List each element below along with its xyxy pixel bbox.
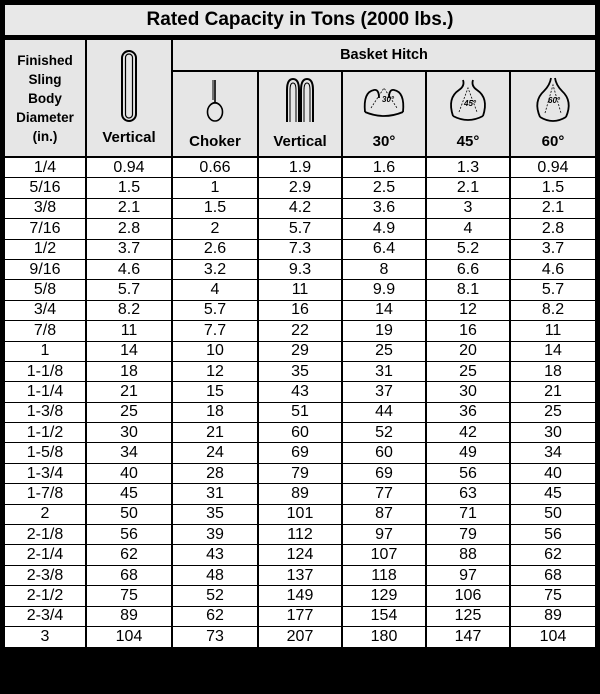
- table-row: [5, 566, 595, 586]
- cell-basket-60: 8.2: [511, 301, 595, 321]
- cell-basket-30: 31: [343, 362, 427, 382]
- cell-choker: 5.7: [173, 301, 259, 321]
- table-row: [5, 586, 595, 606]
- cell-basket-30: 8: [343, 260, 427, 280]
- cell-diameter: 7/16: [5, 219, 87, 239]
- cell-diameter: 5/8: [5, 280, 87, 300]
- cell-basket-30: 154: [343, 607, 427, 627]
- cell-vertical: 0.94: [87, 158, 173, 178]
- cell-choker: 18: [173, 403, 259, 423]
- capacity-table: [5, 158, 595, 647]
- cell-choker: 1.5: [173, 199, 259, 219]
- basket-45-degree-icon: [443, 76, 493, 126]
- header-diameter: Finished Sling Body Diameter (in.): [5, 40, 85, 156]
- cell-diameter: 1-3/4: [5, 464, 87, 484]
- cell-basket-vertical: 149: [259, 586, 343, 606]
- cell-diameter: 7/8: [5, 321, 87, 341]
- cell-basket-60: 62: [511, 545, 595, 565]
- cell-choker: 73: [173, 627, 259, 647]
- cell-basket-60: 104: [511, 627, 595, 647]
- cell-choker: 35: [173, 505, 259, 525]
- cell-choker: 12: [173, 362, 259, 382]
- table-row: [5, 342, 595, 362]
- table-row: [5, 382, 595, 402]
- cell-basket-45: 1.3: [427, 158, 511, 178]
- cell-vertical: 75: [87, 586, 173, 606]
- header-60-degree: [511, 72, 595, 156]
- cell-basket-45: 63: [427, 484, 511, 504]
- cell-choker: 0.66: [173, 158, 259, 178]
- cell-choker: 39: [173, 525, 259, 545]
- cell-basket-30: 44: [343, 403, 427, 423]
- table-row: [5, 199, 595, 219]
- cell-basket-45: 12: [427, 301, 511, 321]
- cell-basket-60: 1.5: [511, 178, 595, 198]
- cell-basket-45: 79: [427, 525, 511, 545]
- cell-basket-45: 16: [427, 321, 511, 341]
- cell-basket-60: 50: [511, 505, 595, 525]
- cell-choker: 62: [173, 607, 259, 627]
- cell-choker: 52: [173, 586, 259, 606]
- cell-diameter: 2-1/4: [5, 545, 87, 565]
- cell-vertical: 89: [87, 607, 173, 627]
- chart-title: Rated Capacity in Tons (2000 lbs.): [5, 5, 595, 35]
- table-row: [5, 158, 595, 178]
- cell-basket-45: 125: [427, 607, 511, 627]
- cell-basket-30: 60: [343, 443, 427, 463]
- cell-basket-45: 71: [427, 505, 511, 525]
- cell-basket-60: 21: [511, 382, 595, 402]
- cell-basket-45: 5.2: [427, 240, 511, 260]
- cell-vertical: 40: [87, 464, 173, 484]
- cell-basket-60: 18: [511, 362, 595, 382]
- cell-diameter: 2-3/4: [5, 607, 87, 627]
- basket-30-degree-icon: [357, 82, 411, 122]
- cell-choker: 1: [173, 178, 259, 198]
- vertical-sling-loop-icon: [117, 48, 141, 124]
- cell-basket-60: 4.6: [511, 260, 595, 280]
- cell-choker: 43: [173, 545, 259, 565]
- cell-basket-60: 68: [511, 566, 595, 586]
- cell-basket-vertical: 9.3: [259, 260, 343, 280]
- cell-basket-45: 2.1: [427, 178, 511, 198]
- table-row: [5, 545, 595, 565]
- cell-diameter: 1-3/8: [5, 403, 87, 423]
- cell-vertical: 18: [87, 362, 173, 382]
- cell-basket-30: 25: [343, 342, 427, 362]
- cell-basket-60: 34: [511, 443, 595, 463]
- cell-basket-60: 2.1: [511, 199, 595, 219]
- cell-basket-vertical: 89: [259, 484, 343, 504]
- cell-vertical: 25: [87, 403, 173, 423]
- cell-basket-vertical: 101: [259, 505, 343, 525]
- angle-30-label: 30°: [382, 95, 395, 104]
- cell-basket-60: 75: [511, 586, 595, 606]
- cell-vertical: 56: [87, 525, 173, 545]
- cell-basket-vertical: 112: [259, 525, 343, 545]
- header-choker: [173, 72, 257, 156]
- cell-choker: 10: [173, 342, 259, 362]
- basket-vertical-icon: [280, 76, 320, 126]
- cell-basket-60: 56: [511, 525, 595, 545]
- table-row: [5, 301, 595, 321]
- cell-basket-45: 106: [427, 586, 511, 606]
- cell-vertical: 21: [87, 382, 173, 402]
- cell-choker: 48: [173, 566, 259, 586]
- cell-basket-vertical: 7.3: [259, 240, 343, 260]
- cell-basket-vertical: 137: [259, 566, 343, 586]
- cell-choker: 3.2: [173, 260, 259, 280]
- cell-basket-vertical: 16: [259, 301, 343, 321]
- header-basket-vertical: [259, 72, 341, 156]
- header-30-degree-label: 30°: [372, 133, 396, 150]
- cell-vertical: 30: [87, 423, 173, 443]
- cell-basket-45: 25: [427, 362, 511, 382]
- header-choker-label: Choker: [189, 133, 241, 150]
- cell-vertical: 5.7: [87, 280, 173, 300]
- table-row: [5, 260, 595, 280]
- cell-vertical: 8.2: [87, 301, 173, 321]
- cell-choker: 24: [173, 443, 259, 463]
- header-basket-hitch: Basket Hitch: [173, 40, 595, 70]
- cell-basket-30: 77: [343, 484, 427, 504]
- cell-basket-60: 40: [511, 464, 595, 484]
- cell-basket-30: 97: [343, 525, 427, 545]
- table-row: [5, 403, 595, 423]
- cell-vertical: 3.7: [87, 240, 173, 260]
- cell-basket-vertical: 69: [259, 443, 343, 463]
- cell-basket-30: 6.4: [343, 240, 427, 260]
- header-30-degree: [343, 72, 425, 156]
- header-60-degree-label: 60°: [541, 133, 565, 150]
- table-row: [5, 505, 595, 525]
- cell-diameter: 3/4: [5, 301, 87, 321]
- cell-diameter: 3/8: [5, 199, 87, 219]
- cell-basket-30: 37: [343, 382, 427, 402]
- cell-basket-vertical: 51: [259, 403, 343, 423]
- cell-basket-45: 147: [427, 627, 511, 647]
- angle-60-label: 60°: [548, 96, 561, 105]
- cell-diameter: 3: [5, 627, 87, 647]
- table-row: [5, 607, 595, 627]
- cell-basket-vertical: 79: [259, 464, 343, 484]
- cell-basket-45: 49: [427, 443, 511, 463]
- cell-diameter: 2: [5, 505, 87, 525]
- cell-diameter: 1/4: [5, 158, 87, 178]
- cell-diameter: 1/2: [5, 240, 87, 260]
- cell-choker: 4: [173, 280, 259, 300]
- cell-basket-45: 8.1: [427, 280, 511, 300]
- cell-choker: 21: [173, 423, 259, 443]
- cell-vertical: 4.6: [87, 260, 173, 280]
- table-row: [5, 280, 595, 300]
- cell-diameter: 1: [5, 342, 87, 362]
- cell-vertical: 62: [87, 545, 173, 565]
- cell-vertical: 45: [87, 484, 173, 504]
- cell-basket-60: 14: [511, 342, 595, 362]
- cell-diameter: 9/16: [5, 260, 87, 280]
- cell-basket-vertical: 207: [259, 627, 343, 647]
- cell-basket-vertical: 35: [259, 362, 343, 382]
- cell-basket-60: 25: [511, 403, 595, 423]
- cell-basket-vertical: 5.7: [259, 219, 343, 239]
- cell-basket-vertical: 1.9: [259, 158, 343, 178]
- cell-diameter: 1-5/8: [5, 443, 87, 463]
- angle-45-label: 45°: [464, 99, 477, 108]
- table-row: [5, 525, 595, 545]
- cell-basket-60: 2.8: [511, 219, 595, 239]
- cell-choker: 7.7: [173, 321, 259, 341]
- cell-basket-30: 14: [343, 301, 427, 321]
- cell-diameter: 1-1/8: [5, 362, 87, 382]
- table-row: [5, 423, 595, 443]
- table-row: [5, 464, 595, 484]
- cell-basket-60: 30: [511, 423, 595, 443]
- cell-basket-60: 5.7: [511, 280, 595, 300]
- cell-choker: 28: [173, 464, 259, 484]
- cell-basket-30: 9.9: [343, 280, 427, 300]
- header-basket-vertical-label: Vertical: [273, 133, 327, 150]
- cell-basket-45: 30: [427, 382, 511, 402]
- cell-basket-30: 19: [343, 321, 427, 341]
- cell-choker: 15: [173, 382, 259, 402]
- cell-diameter: 1-7/8: [5, 484, 87, 504]
- cell-basket-30: 118: [343, 566, 427, 586]
- cell-basket-vertical: 29: [259, 342, 343, 362]
- cell-diameter: 1-1/2: [5, 423, 87, 443]
- cell-basket-30: 1.6: [343, 158, 427, 178]
- cell-basket-30: 2.5: [343, 178, 427, 198]
- cell-basket-60: 11: [511, 321, 595, 341]
- cell-vertical: 68: [87, 566, 173, 586]
- cell-basket-60: 45: [511, 484, 595, 504]
- cell-choker: 2.6: [173, 240, 259, 260]
- cell-vertical: 14: [87, 342, 173, 362]
- cell-basket-45: 3: [427, 199, 511, 219]
- cell-choker: 2: [173, 219, 259, 239]
- cell-vertical: 11: [87, 321, 173, 341]
- header-vertical: [87, 40, 171, 156]
- cell-vertical: 50: [87, 505, 173, 525]
- cell-basket-vertical: 4.2: [259, 199, 343, 219]
- header-45-degree: [427, 72, 509, 156]
- cell-diameter: 2-3/8: [5, 566, 87, 586]
- table-row: [5, 627, 595, 647]
- cell-basket-30: 180: [343, 627, 427, 647]
- cell-basket-45: 6.6: [427, 260, 511, 280]
- cell-basket-vertical: 177: [259, 607, 343, 627]
- cell-basket-45: 20: [427, 342, 511, 362]
- cell-basket-60: 89: [511, 607, 595, 627]
- cell-vertical: 34: [87, 443, 173, 463]
- table-row: [5, 240, 595, 260]
- table-row: [5, 362, 595, 382]
- cell-basket-vertical: 22: [259, 321, 343, 341]
- cell-vertical: 104: [87, 627, 173, 647]
- cell-diameter: 1-1/4: [5, 382, 87, 402]
- basket-60-degree-icon: [530, 75, 576, 127]
- cell-vertical: 2.8: [87, 219, 173, 239]
- cell-basket-30: 69: [343, 464, 427, 484]
- cell-basket-45: 42: [427, 423, 511, 443]
- cell-choker: 31: [173, 484, 259, 504]
- cell-basket-30: 3.6: [343, 199, 427, 219]
- cell-basket-30: 129: [343, 586, 427, 606]
- cell-basket-45: 88: [427, 545, 511, 565]
- header-vertical-label: Vertical: [102, 129, 156, 146]
- table-row: [5, 484, 595, 504]
- cell-basket-45: 56: [427, 464, 511, 484]
- cell-basket-60: 0.94: [511, 158, 595, 178]
- cell-basket-vertical: 2.9: [259, 178, 343, 198]
- cell-vertical: 1.5: [87, 178, 173, 198]
- table-row: [5, 443, 595, 463]
- choker-hitch-icon: [200, 78, 230, 124]
- cell-basket-45: 4: [427, 219, 511, 239]
- table-row: [5, 178, 595, 198]
- table-row: [5, 321, 595, 341]
- cell-basket-30: 87: [343, 505, 427, 525]
- cell-basket-45: 36: [427, 403, 511, 423]
- cell-basket-30: 107: [343, 545, 427, 565]
- cell-diameter: 2-1/8: [5, 525, 87, 545]
- cell-basket-60: 3.7: [511, 240, 595, 260]
- cell-diameter: 2-1/2: [5, 586, 87, 606]
- table-row: [5, 219, 595, 239]
- header-45-degree-label: 45°: [456, 133, 480, 150]
- cell-vertical: 2.1: [87, 199, 173, 219]
- cell-basket-vertical: 60: [259, 423, 343, 443]
- cell-diameter: 5/16: [5, 178, 87, 198]
- cell-basket-30: 4.9: [343, 219, 427, 239]
- cell-basket-45: 97: [427, 566, 511, 586]
- cell-basket-vertical: 124: [259, 545, 343, 565]
- cell-basket-vertical: 11: [259, 280, 343, 300]
- cell-basket-30: 52: [343, 423, 427, 443]
- cell-basket-vertical: 43: [259, 382, 343, 402]
